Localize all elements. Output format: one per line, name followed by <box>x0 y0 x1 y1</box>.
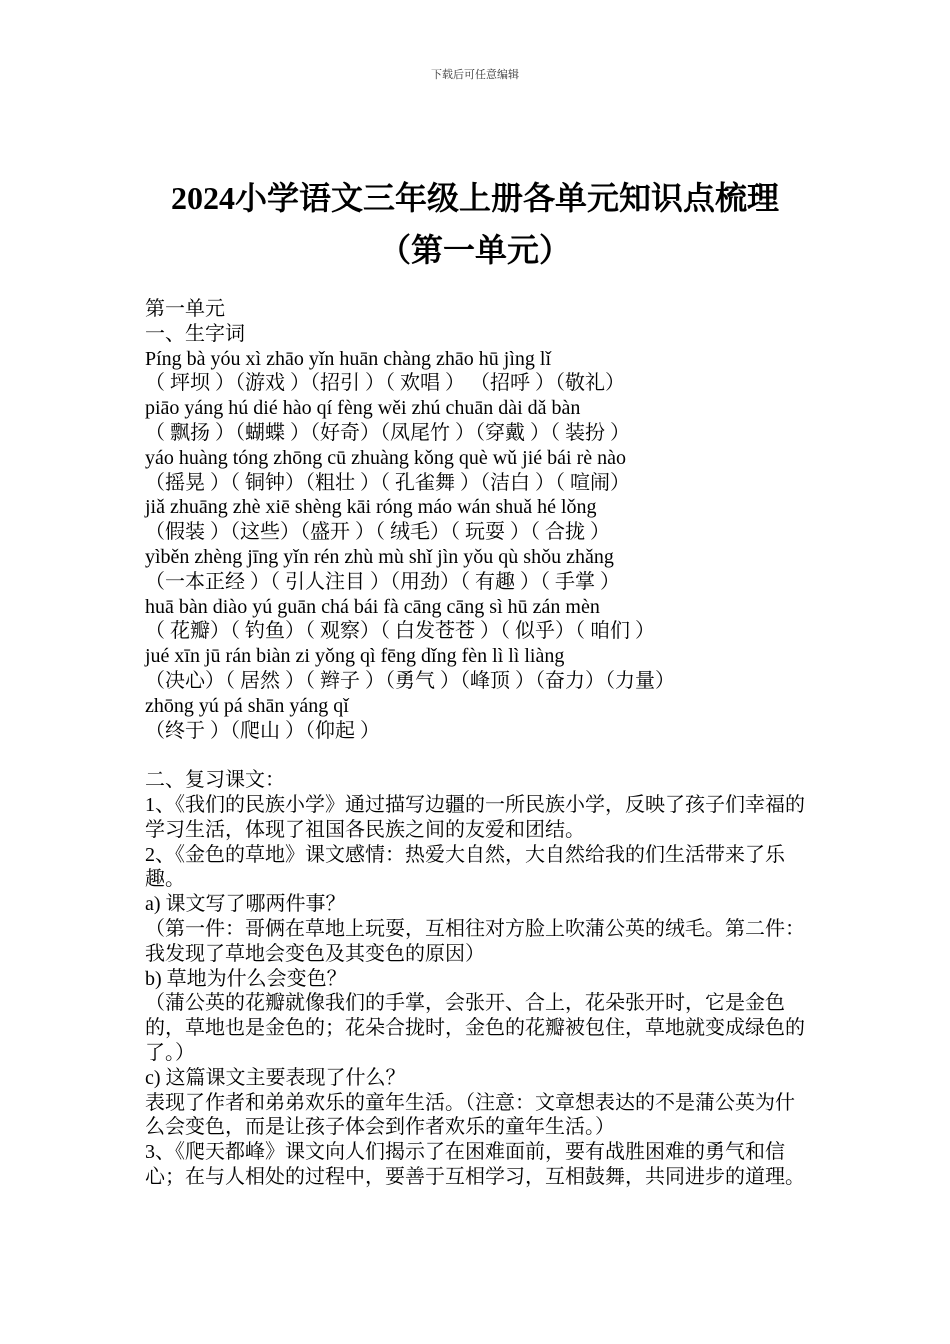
blank-line <box>145 743 805 768</box>
unit-heading: 第一单元 <box>145 298 225 320</box>
review-answer: 表现了作者和弟弟欢乐的童年生活。（注意：文章想表达的不是蒲公英为什么会变色，而是让孩子体会到作者欢乐的童年生活。） <box>145 1091 795 1139</box>
page-header: 下载后可任意编辑 <box>431 69 519 81</box>
vocab-pinyin: yáo huàng tóng zhōng cū zhuàng kǒng què wǔ jié bái rè nào <box>145 446 626 469</box>
review-paragraph: 2、《金色的草地》课文感情：热爱大自然，大自然给我的们生活带来了乐趣。 <box>145 843 785 891</box>
vocab-pinyin: zhōng yú pá shān yáng qǐ <box>145 694 349 717</box>
section-heading-vocab: 一、生字词 <box>145 322 245 345</box>
vocab-pinyin: huā bàn diào yú guān chá bái fà cāng cāng sì hū zán mèn <box>145 595 600 618</box>
vocab-words: （ 坪坝 ）（游戏 ）（招引 ）（ 欢唱 ） （招呼 ）（敬礼） <box>145 372 625 395</box>
vocab-pinyin: jiǎ zhuāng zhè xiē shèng kāi róng máo wán shuǎ hé lǒng <box>145 496 597 519</box>
document-body <box>145 297 805 1190</box>
review-question: b) 草地为什么会变色？ <box>145 967 347 990</box>
vocab-words: （一本正经 ）（ 引人注目 ）（用劲）（ 有趣 ）（ 手掌 ） <box>145 570 620 593</box>
review-question: a) 课文写了哪两件事？ <box>145 893 346 916</box>
vocab-words: （假装 ）（这些）（盛开 ）（ 绒毛）（ 玩耍 ）（ 合拢 ） <box>145 521 610 544</box>
section-heading-review: 二、复习课文： <box>145 769 285 792</box>
document-title: 2024小学语文三年级上册各单元知识点梳理（第一单元） <box>170 180 779 268</box>
review-question: c) 这篇课文主要表现了什么？ <box>145 1066 406 1089</box>
vocab-words: （ 飘扬 ）（蝴蝶 ）（好奇）（凤尾竹 ）（穿戴 ）（ 装扮 ） <box>145 421 630 444</box>
vocab-words: （终于 ）（爬山 ）（仰起 ） <box>145 719 380 742</box>
vocab-pinyin: jué xīn jū rán biàn zi yǒng qì fēng dǐng fèn lì lì liàng <box>145 645 565 668</box>
vocab-pinyin: piāo yáng hú dié hào qí fèng wěi zhú chuān dài dǎ bàn <box>145 397 581 420</box>
vocab-words: （摇晃 ）（ 铜钟）（粗壮 ）（ 孔雀舞 ）（洁白 ）（ 喧闹） <box>145 471 630 494</box>
vocab-words: （ 花瓣）（ 钓鱼）（ 观察）（ 白发苍苍 ）（ 似乎）（ 咱们 ） <box>145 620 655 643</box>
vocab-pinyin: Píng bà yóu xì zhāo yǐn huān chàng zhāo hū jìng lǐ <box>145 347 552 370</box>
review-paragraph: 1、《我们的民族小学》通过描写边疆的一所民族小学，反映了孩子们幸福的学习生活，体现了祖国各民族之间的友爱和团结。 <box>145 793 805 841</box>
vocab-words: （决心）（ 居然 ）（ 辫子 ）（勇气 ）（峰顶 ）（奋力）（力量） <box>145 669 675 692</box>
review-answer: （第一件：哥俩在草地上玩耍，互相往对方脸上吹蒲公英的绒毛。第二件：我发现了草地会变色及其变色的原因） <box>145 917 805 965</box>
review-answer: （蒲公英的花瓣就像我们的手掌，会张开、合上，花朵张开时，它是金色的，草地也是金色的；花朵合拢时，金色的花瓣被包住，草地就变成绿色的了。） <box>145 992 805 1064</box>
review-paragraph: 3、《爬天都峰》课文向人们揭示了在困难面前，要有战胜困难的勇气和信心；在与人相处的过程中，要善于互相学习，互相鼓舞，共同进步的道理。 <box>145 1141 805 1188</box>
vocab-pinyin: yìběn zhèng jīng yǐn rén zhù mù shǐ jìn yǒu qù shǒu zhǎng <box>145 545 614 568</box>
